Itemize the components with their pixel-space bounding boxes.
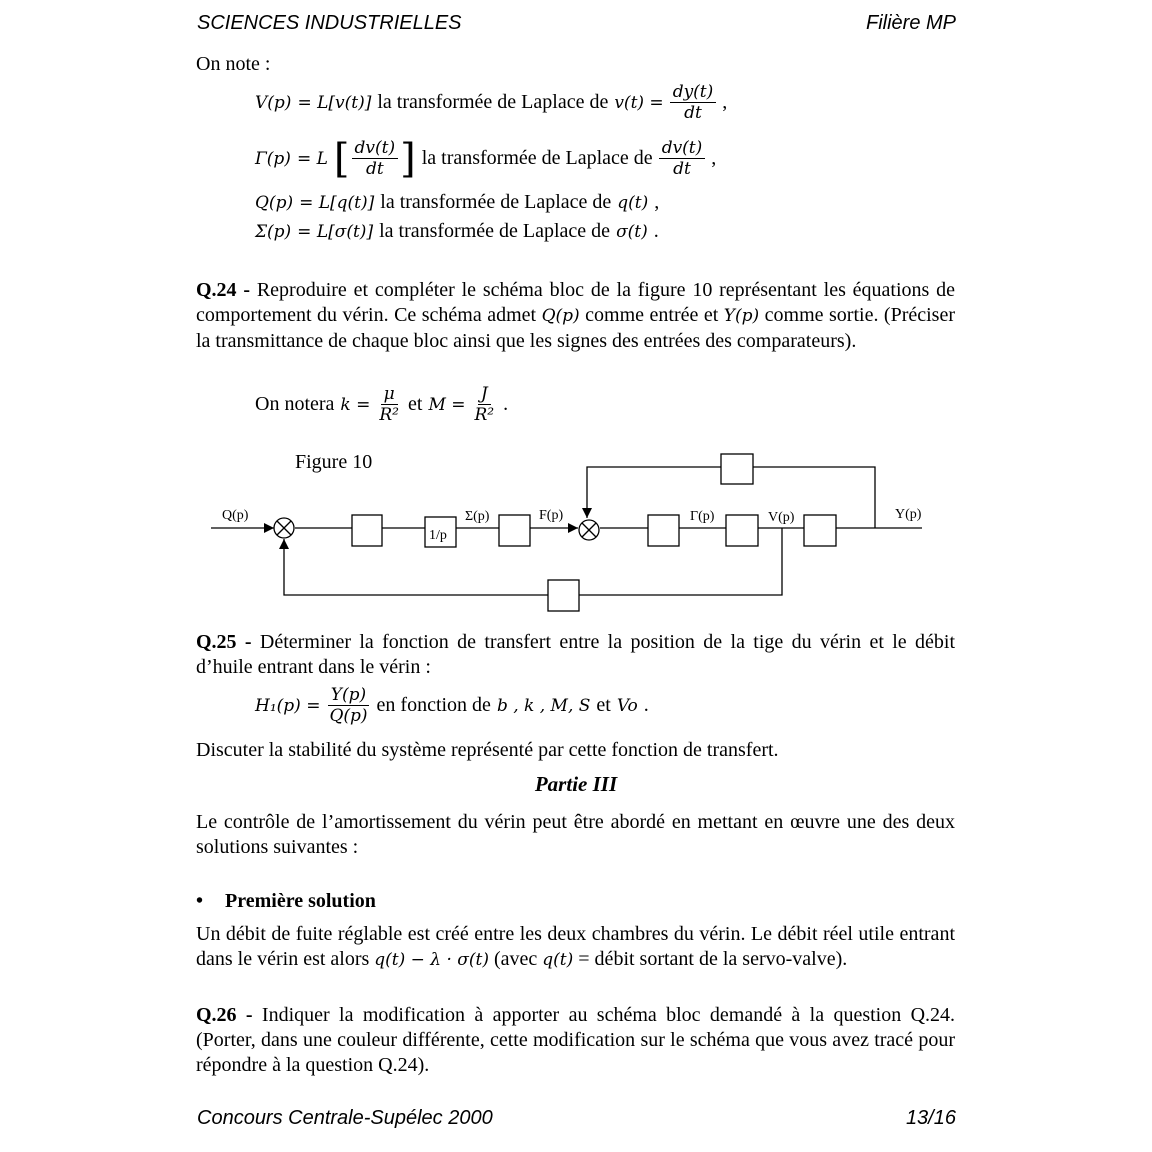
debit-text-a: Un débit de fuite réglable est créé entre les deux chambres du vérin. Le débit réel utile entrant dans le vérin est alors — [196, 923, 955, 970]
h1-vars: b , k , M, S — [496, 695, 591, 716]
q24-text-b: comme entrée et — [579, 304, 724, 326]
def-sigma-text: la transformée de Laplace de — [379, 220, 611, 242]
def-q-text: la transformée de Laplace de — [380, 191, 612, 213]
def-gamma-inner-den: dt — [365, 159, 384, 179]
block-4 — [726, 515, 758, 546]
discuter: Discuter la stabilité du système représenté par cette fonction de transfert. — [196, 739, 779, 761]
label-fp: F(p) — [539, 508, 564, 523]
label-vp: V(p) — [768, 510, 795, 525]
h1-den: Q(p) — [329, 706, 368, 726]
q25-paragraph — [196, 630, 955, 680]
comparator-1 — [274, 518, 294, 538]
label-one-over-p: 1/p — [429, 528, 447, 543]
def-sigma-lhs: Σ(p) — [255, 221, 292, 242]
debit-expr: q(t) − λ · σ(t) — [374, 950, 489, 970]
feedback-top-path-left — [587, 467, 721, 518]
def-sigma-eq: = L[σ(t)] — [297, 221, 374, 242]
debit-qt: q(t) — [542, 950, 574, 970]
def-gamma-eq: = L — [296, 148, 328, 169]
def-q-lhs: Q(p) — [255, 192, 294, 213]
block-3 — [648, 515, 679, 546]
q24-text-a: Reproduire et compléter le schéma bloc de la figure 10 représentant les équations de comportement du vérin. Ce schéma admet — [196, 279, 955, 326]
block-integrator — [425, 517, 456, 547]
def-v-fraction — [670, 82, 717, 123]
premiere-title: Première solution — [225, 890, 376, 912]
h1-vo: Vo — [616, 695, 638, 716]
block-5 — [804, 515, 836, 546]
footer-right: 13/16 — [905, 1107, 956, 1129]
def-q-tail: , — [654, 191, 660, 213]
def-gamma-tail: , — [711, 147, 717, 169]
m-fraction — [472, 384, 498, 425]
feedback-bottom-path-left — [284, 539, 548, 595]
right-bracket: ] — [400, 135, 416, 182]
def-sigma — [255, 220, 659, 243]
block-feedback-bottom — [548, 580, 579, 611]
label-qp: Q(p) — [222, 508, 249, 523]
def-q-eq: = L[q(t)] — [299, 192, 375, 213]
def-v-den: dt — [684, 103, 702, 123]
q24-paragraph — [196, 278, 955, 354]
controle-paragraph: Le contrôle de l’amortissement du vérin peut être abordé en mettant en œuvre une des deux solutions suivantes : — [196, 811, 955, 858]
def-v-rhs: v(t) = — [614, 92, 664, 113]
def-v-eq: = L[v(t)] — [297, 92, 372, 113]
def-gamma-inner-fraction — [352, 138, 399, 179]
premiere-solution — [196, 890, 376, 913]
def-v-num: dy(t) — [670, 82, 717, 103]
notera-text: On notera — [255, 393, 335, 415]
k-num: μ — [381, 384, 398, 405]
q26-paragraph — [196, 1003, 955, 1078]
q24-label: Q.24 - — [196, 279, 251, 301]
def-q-rhs: q(t) — [617, 192, 649, 213]
feedback-top-path-right — [753, 467, 875, 528]
et-text: et — [408, 393, 423, 415]
q26-label: Q.26 - — [196, 1004, 253, 1026]
m-lhs: M = — [428, 394, 466, 415]
def-gamma-text: la transformée de Laplace de — [421, 147, 653, 169]
def-gamma-num: dv(t) — [659, 138, 706, 159]
comparator-2 — [579, 520, 599, 540]
def-gamma — [255, 135, 717, 182]
q26-text: Indiquer la modification à apporter au schéma bloc demandé à la question Q.24. (Porter, dans une couleur différente, cette modification sur le schéma que vous avez tracé pour répondre à la question Q.24). — [196, 1004, 956, 1076]
q24-yp: Y(p) — [723, 306, 760, 326]
figure-title: Figure 10 — [295, 451, 373, 473]
h1-end: . — [643, 694, 649, 716]
q25-text: Déterminer la fonction de transfert entre la position de la tige du vérin et le débit d’huile entrant dans le vérin : — [196, 631, 956, 678]
debit-paragraph — [196, 922, 955, 973]
k-lhs: k = — [340, 394, 371, 415]
q25-label: Q.25 - — [196, 631, 252, 653]
def-q — [255, 191, 659, 214]
def-v-lhs: V(p) — [255, 92, 292, 113]
feedback-bottom-path-right — [579, 528, 782, 595]
debit-text-b: (avec — [489, 948, 543, 970]
def-v-tail: , — [722, 91, 728, 113]
label-gamma: Γ(p) — [690, 509, 715, 524]
h1-num: Y(p) — [328, 685, 369, 706]
def-v — [255, 82, 727, 123]
label-sigma: Σ(p) — [465, 509, 490, 524]
on-note: On note : — [196, 53, 271, 75]
label-yp: Y(p) — [895, 507, 922, 522]
def-v-text: la transformée de Laplace de — [377, 91, 609, 113]
block-feedback-top — [721, 454, 753, 484]
k-den: R² — [379, 405, 399, 425]
k-fraction — [376, 384, 402, 425]
q24-qp: Q(p) — [541, 306, 580, 326]
footer-left: Concours Centrale-Supélec 2000 — [197, 1107, 493, 1129]
left-bracket: [ — [333, 135, 350, 182]
def-gamma-den: dt — [673, 159, 691, 179]
debit-text-c: = débit sortant de la servo-valve). — [573, 948, 848, 970]
q24-text-c: comme sortie. (Préciser la transmittance de chaque bloc ainsi que les signes des entrées des comparateurs). — [196, 304, 956, 352]
def-sigma-rhs: σ(t) — [616, 221, 648, 242]
def-gamma-lhs: Γ(p) — [255, 148, 291, 169]
header-right: Filière MP — [865, 12, 956, 34]
notera-end: . — [503, 393, 509, 415]
def-gamma-inner-num: dv(t) — [352, 138, 399, 159]
partie-title: Partie III — [534, 772, 618, 796]
h1-lhs: H₁(p) = — [255, 695, 321, 716]
h1-fraction — [326, 685, 370, 726]
notera-row — [255, 384, 508, 425]
block-2 — [499, 515, 530, 546]
header-left: SCIENCES INDUSTRIELLES — [197, 12, 462, 34]
h1-et: et — [596, 694, 611, 716]
m-den: R² — [474, 405, 495, 425]
m-num: J — [478, 384, 491, 405]
def-sigma-tail: . — [653, 220, 659, 242]
h1-row — [255, 685, 649, 726]
block-1 — [352, 515, 382, 546]
h1-fonction-de: en fonction de — [376, 694, 491, 716]
def-gamma-fraction — [659, 138, 706, 179]
bullet: • — [196, 890, 204, 912]
